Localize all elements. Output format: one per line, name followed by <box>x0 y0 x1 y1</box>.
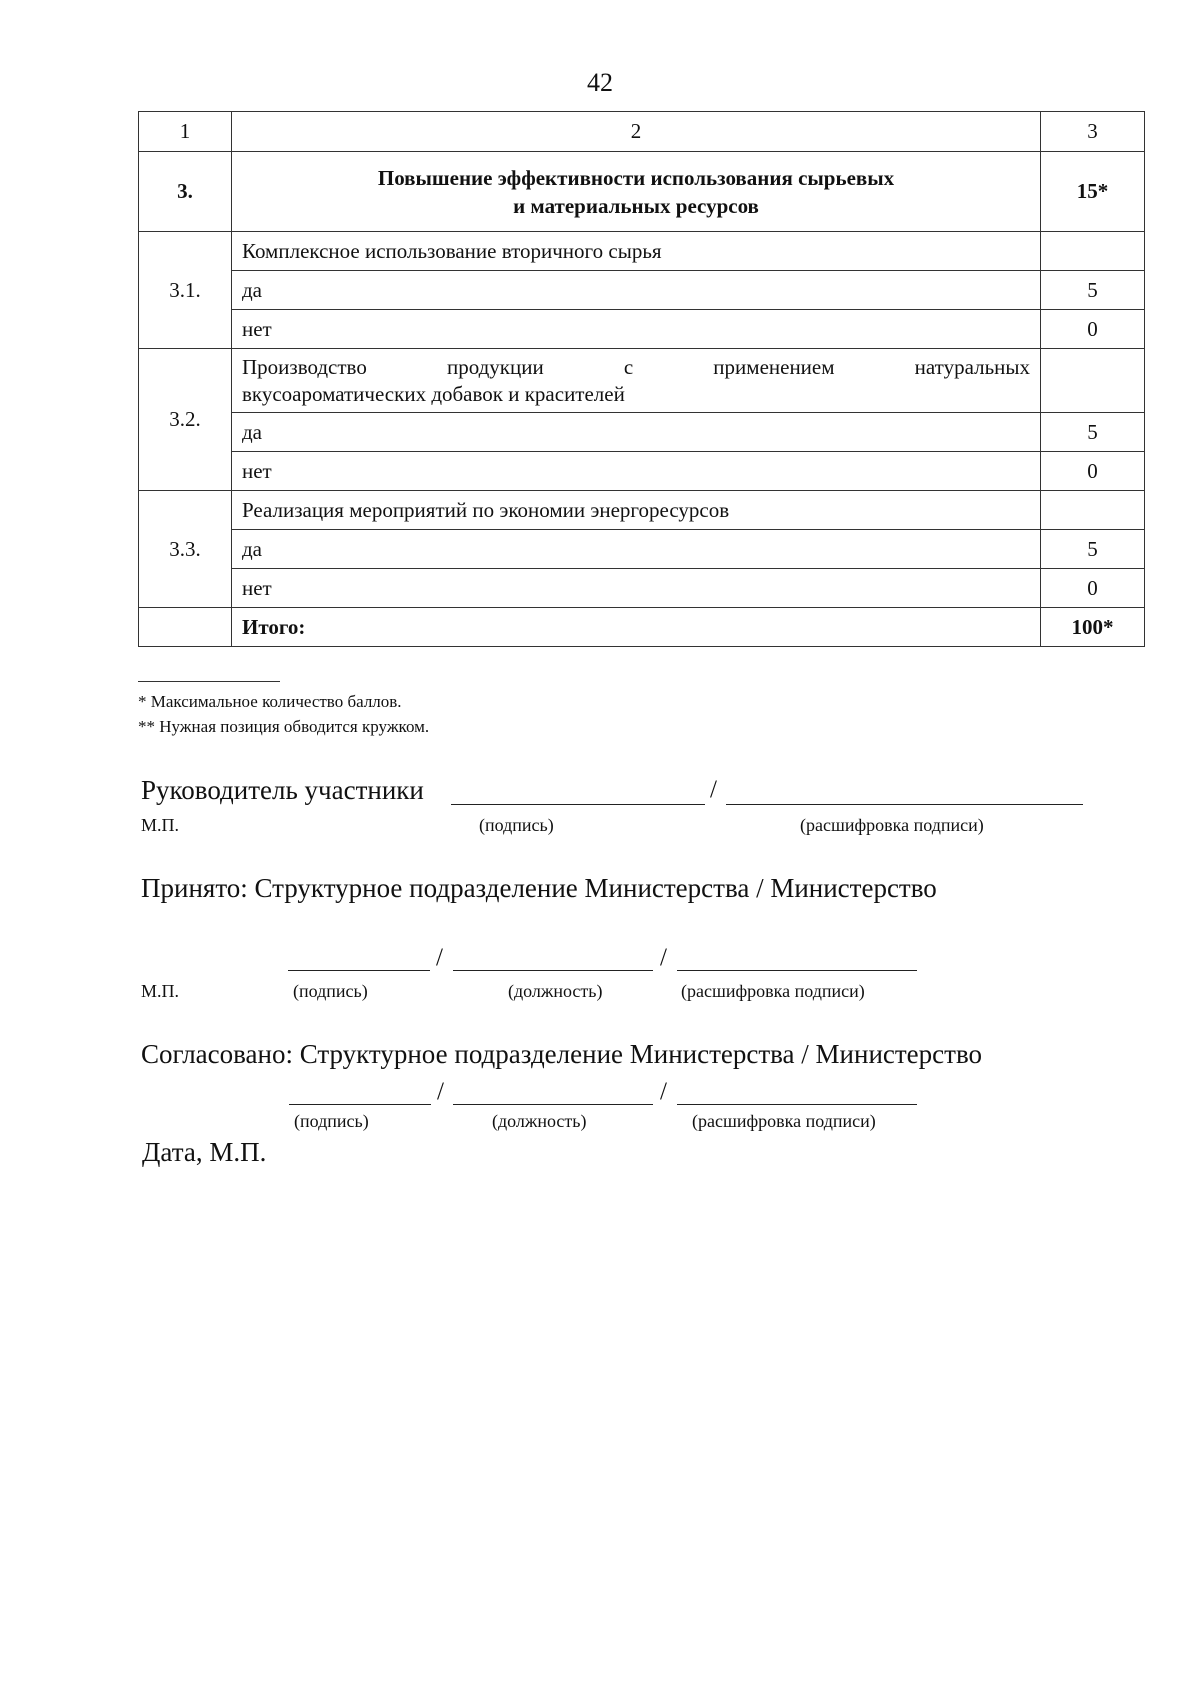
agreed-decoding-line <box>677 1104 917 1105</box>
item-title: Производство продукции с применением натуральных вкусоароматических добавок и красителей <box>232 349 1041 413</box>
option-value: 5 <box>1041 530 1145 569</box>
option-label: да <box>232 413 1041 452</box>
table-row <box>139 271 1145 310</box>
accepted-decoding-line <box>677 970 917 971</box>
option-label: да <box>232 271 1041 310</box>
agreed-position-caption: (должность) <box>492 1111 587 1131</box>
option-value: 0 <box>1041 569 1145 608</box>
total-label: Итого: <box>232 608 1041 647</box>
table-header-row <box>139 112 1145 152</box>
date-mp-label: Дата, М.П. <box>142 1137 267 1167</box>
item-number: 3.2. <box>139 349 232 491</box>
item-number: 3.3. <box>139 491 232 608</box>
table-row <box>139 349 1145 413</box>
slash-separator: / <box>436 944 443 971</box>
leader-label: Руководитель участники <box>141 775 424 805</box>
leader-mp: М.П. <box>141 815 180 835</box>
option-value: 0 <box>1041 310 1145 349</box>
accepted-position-caption: (должность) <box>508 981 603 1001</box>
option-value: 0 <box>1041 452 1145 491</box>
slash-separator: / <box>437 1078 444 1105</box>
slash-separator: / <box>660 944 667 971</box>
agreed-position-line <box>453 1104 653 1105</box>
leader-decoding-line <box>726 804 1083 805</box>
section-value: 15* <box>1041 152 1145 232</box>
table-row <box>139 310 1145 349</box>
option-label: нет <box>232 569 1041 608</box>
accepted-signature-caption: (подпись) <box>293 981 368 1001</box>
page-number: 42 <box>587 68 613 97</box>
option-label: нет <box>232 310 1041 349</box>
accepted-decoding-caption: (расшифровка подписи) <box>681 981 865 1001</box>
total-row <box>139 608 1145 647</box>
option-value: 5 <box>1041 413 1145 452</box>
footnote-max-score: * Максимальное количество баллов. <box>138 692 402 711</box>
item-number: 3.1. <box>139 232 232 349</box>
agreed-decoding-caption: (расшифровка подписи) <box>692 1111 876 1131</box>
item-value <box>1041 232 1145 271</box>
option-label: да <box>232 530 1041 569</box>
table-row <box>139 491 1145 530</box>
item-title: Реализация мероприятий по экономии энергоресурсов <box>232 491 1041 530</box>
table-row <box>139 530 1145 569</box>
option-label: нет <box>232 452 1041 491</box>
agreed-signature-line <box>289 1104 431 1105</box>
section-number: 3. <box>139 152 232 232</box>
header-cell: 3 <box>1041 112 1145 152</box>
leader-signature-caption: (подпись) <box>479 815 554 835</box>
total-value: 100* <box>1041 608 1145 647</box>
accepted-position-line <box>453 970 653 971</box>
table-row <box>139 232 1145 271</box>
header-cell: 1 <box>139 112 232 152</box>
footnote-divider <box>138 681 280 682</box>
table-row <box>139 452 1145 491</box>
slash-separator: / <box>660 1078 667 1105</box>
section-title: Повышение эффективности использования сырьевых и материальных ресурсов <box>232 152 1041 232</box>
leader-decoding-caption: (расшифровка подписи) <box>800 815 984 835</box>
option-value: 5 <box>1041 271 1145 310</box>
header-cell: 2 <box>232 112 1041 152</box>
agreed-signature-caption: (подпись) <box>294 1111 369 1131</box>
accepted-mp: М.П. <box>141 981 180 1001</box>
item-title: Комплексное использование вторичного сырья <box>232 232 1041 271</box>
slash-separator: / <box>710 776 717 803</box>
section-row <box>139 152 1145 232</box>
item-value <box>1041 491 1145 530</box>
total-empty-cell <box>139 608 232 647</box>
item-value <box>1041 349 1145 413</box>
accepted-signature-line <box>288 970 430 971</box>
table-row <box>139 413 1145 452</box>
score-table <box>138 111 1145 647</box>
footnote-circled-position: ** Нужная позиция обводится кружком. <box>138 717 430 736</box>
leader-signature-line <box>451 804 705 805</box>
accepted-label: Принято: Структурное подразделение Министерства / Министерство <box>141 873 937 903</box>
table-row <box>139 569 1145 608</box>
agreed-label: Согласовано: Структурное подразделение Министерства / Министерство <box>141 1039 983 1069</box>
